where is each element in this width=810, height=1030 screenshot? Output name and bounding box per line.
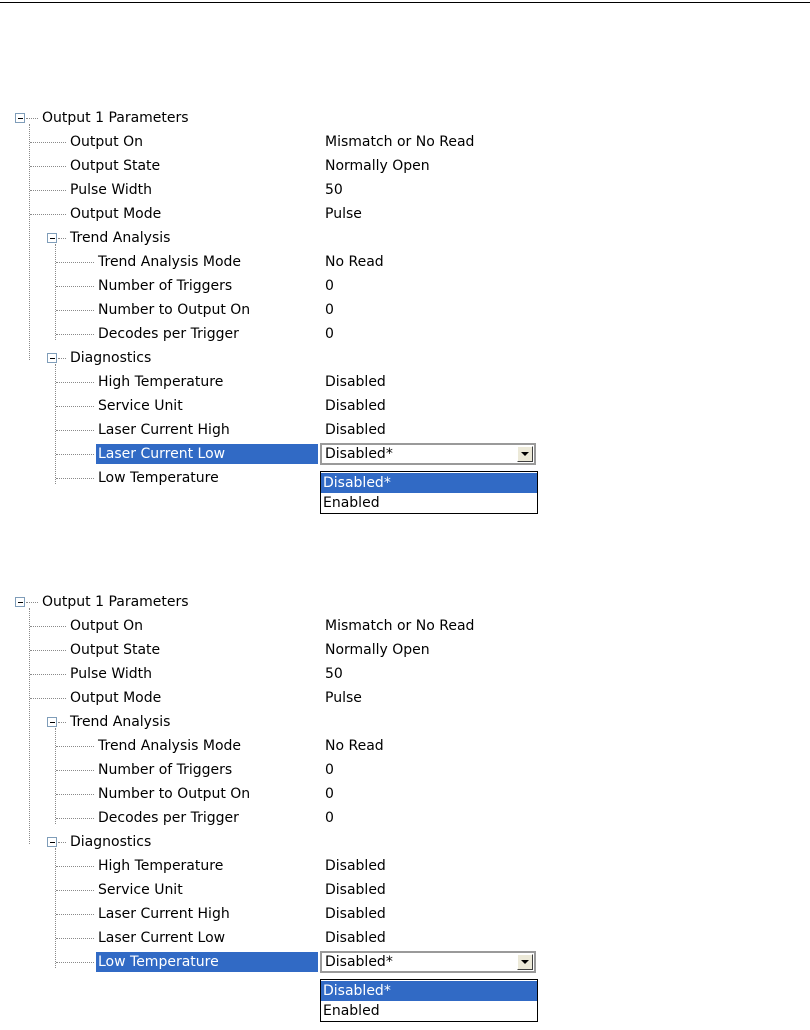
tree-line [26,602,38,603]
param-value[interactable]: Pulse [325,690,362,706]
dropdown-option[interactable]: Disabled* [321,981,537,1001]
param-value[interactable]: Mismatch or No Read [325,618,475,634]
tree-line [56,286,94,287]
tree-line [30,142,66,143]
tree-line [30,674,66,675]
tree-line [55,728,56,824]
value-combobox[interactable] [320,951,536,973]
param-label[interactable]: Output Mode [70,690,162,706]
tree-line [56,746,94,747]
param-label[interactable]: Decodes per Trigger [98,326,239,342]
tree-line [30,166,66,167]
collapse-icon[interactable] [47,837,57,847]
param-value[interactable]: Disabled [325,422,386,438]
tree-line [26,118,38,119]
collapse-icon[interactable] [15,113,25,123]
dropdown-list [320,471,538,514]
param-label-selected[interactable]: Low Temperature [96,952,318,972]
collapse-icon[interactable] [47,717,57,727]
param-value[interactable]: Mismatch or No Read [325,134,475,150]
param-label[interactable]: Output State [70,158,161,174]
param-label[interactable]: Service Unit [98,398,183,414]
param-value[interactable]: 0 [325,302,334,318]
chevron-down-icon [521,960,529,964]
param-label[interactable]: Pulse Width [70,182,152,198]
param-label[interactable]: Number to Output On [98,302,251,318]
dropdown-list [320,979,538,1022]
tree-line [56,938,94,939]
tree-line [56,262,94,263]
param-label[interactable]: Decodes per Trigger [98,810,239,826]
param-value[interactable]: 0 [325,786,334,802]
param-label-selected[interactable]: Laser Current Low [96,444,318,464]
param-value[interactable]: Normally Open [325,158,430,174]
tree-line [55,244,56,340]
param-label[interactable]: Laser Current High [98,906,230,922]
collapse-icon[interactable] [47,353,57,363]
tree-line [56,770,94,771]
collapse-icon[interactable] [47,233,57,243]
chevron-down-icon [521,452,529,456]
tree-line [29,608,30,844]
combobox-value: Disabled* [325,954,393,970]
tree-root-label[interactable]: Output 1 Parameters [42,594,189,610]
tree-line [56,406,94,407]
top-rule [0,2,810,3]
param-label[interactable]: Number of Triggers [98,278,233,294]
tree-line [58,238,66,239]
param-value[interactable]: Pulse [325,206,362,222]
group-label-diagnostics[interactable]: Diagnostics [70,350,152,366]
collapse-icon[interactable] [15,597,25,607]
value-combobox[interactable] [320,443,536,465]
param-label[interactable]: Laser Current Low [98,930,226,946]
param-value[interactable]: Disabled [325,930,386,946]
tree-line [56,962,94,963]
param-value[interactable]: 50 [325,182,343,198]
param-value[interactable]: Disabled [325,906,386,922]
param-label[interactable]: Trend Analysis Mode [98,738,242,754]
tree-line [56,478,94,479]
param-label[interactable]: Output On [70,618,143,634]
parameter-tree-2 [0,590,810,1030]
tree-line [30,214,66,215]
dropdown-button[interactable] [517,446,533,462]
param-value[interactable]: Disabled [325,882,386,898]
param-label[interactable]: Trend Analysis Mode [98,254,242,270]
param-value[interactable]: 0 [325,810,334,826]
tree-line [58,842,66,843]
tree-line [56,310,94,311]
dropdown-option[interactable]: Disabled* [321,473,537,493]
tree-line [58,722,66,723]
tree-line [56,382,94,383]
dropdown-option[interactable]: Enabled [323,495,380,511]
dropdown-option[interactable]: Enabled [323,1003,380,1019]
param-label[interactable]: Low Temperature [98,470,219,486]
tree-line [56,334,94,335]
tree-line [30,698,66,699]
param-value[interactable]: Disabled [325,858,386,874]
param-label[interactable]: Output On [70,134,143,150]
tree-line [56,794,94,795]
param-label[interactable]: Output Mode [70,206,162,222]
dropdown-button[interactable] [517,954,533,970]
tree-line [29,124,30,360]
param-label[interactable]: Service Unit [98,882,183,898]
parameter-tree-1 [0,106,810,546]
tree-line [56,866,94,867]
param-value[interactable]: 0 [325,326,334,342]
param-value[interactable]: Disabled [325,374,386,390]
param-label[interactable]: High Temperature [98,374,224,390]
param-value[interactable]: Normally Open [325,642,430,658]
group-label-trend-analysis[interactable]: Trend Analysis [70,230,171,246]
param-label[interactable]: High Temperature [98,858,224,874]
tree-line [56,818,94,819]
param-label[interactable]: Number to Output On [98,786,251,802]
tree-line [30,190,66,191]
tree-root-label[interactable]: Output 1 Parameters [42,110,189,126]
param-value[interactable]: Disabled [325,398,386,414]
tree-line [58,358,66,359]
param-value[interactable]: 50 [325,666,343,682]
combobox-value: Disabled* [325,446,393,462]
param-label[interactable]: Number of Triggers [98,762,233,778]
group-label-diagnostics[interactable]: Diagnostics [70,834,152,850]
group-label-trend-analysis[interactable]: Trend Analysis [70,714,171,730]
param-label[interactable]: Laser Current High [98,422,230,438]
param-value[interactable]: No Read [325,254,384,270]
tree-line [56,890,94,891]
param-value[interactable]: 0 [325,278,334,294]
tree-line [56,914,94,915]
param-value[interactable]: 0 [325,762,334,778]
tree-line [56,454,94,455]
tree-line [30,650,66,651]
param-value[interactable]: No Read [325,738,384,754]
param-label[interactable]: Output State [70,642,161,658]
tree-line [56,430,94,431]
param-label[interactable]: Pulse Width [70,666,152,682]
tree-line [30,626,66,627]
